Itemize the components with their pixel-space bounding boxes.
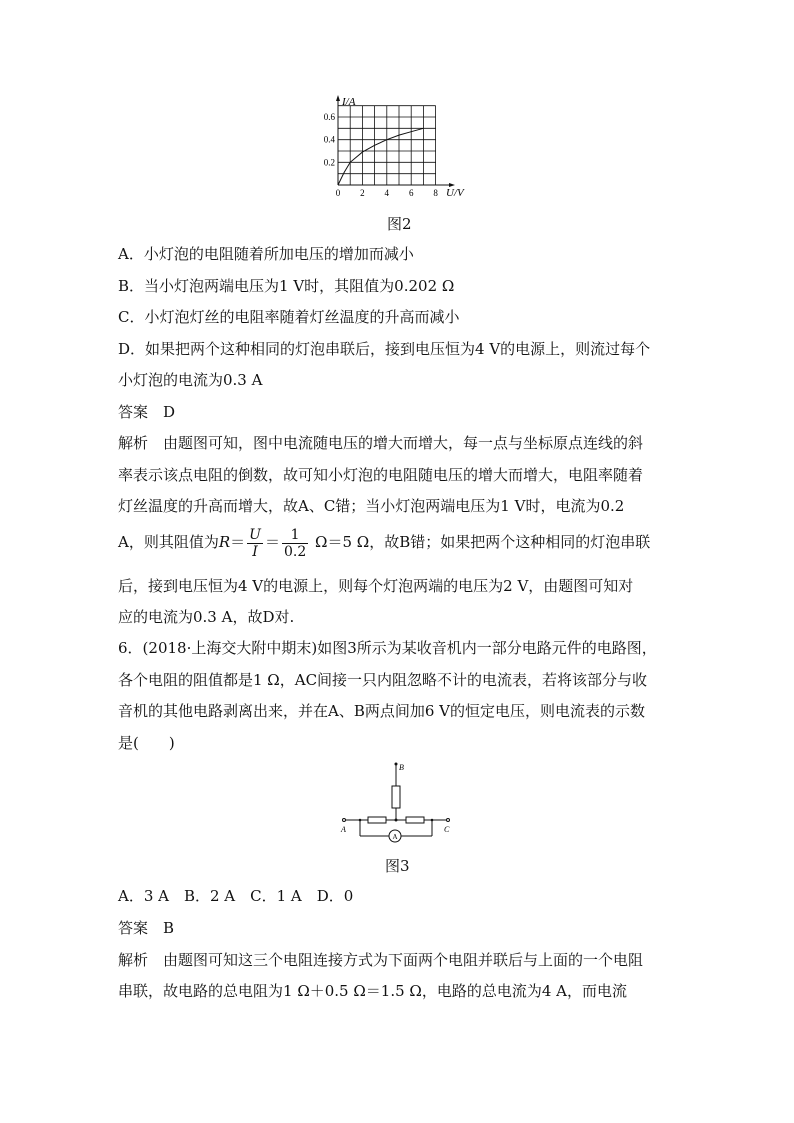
terminal-c [447, 819, 450, 822]
x-tick-label: 2 [360, 188, 365, 198]
formula-eq1: ＝ [230, 533, 246, 551]
fraction-u-over-i [247, 527, 263, 560]
x-tick-label: 6 [408, 188, 414, 198]
fraction-numerator-one: 1 [282, 527, 308, 544]
q6-stem-line2: 各个电阻的阻值都是1 Ω，AC间接一只内阻忽略不计的电流表，若将该部分与收 [118, 671, 648, 689]
q5-explanation-line5: 后，接到电压恒为4 V的电源上，则每个灯泡两端的电压为2 V，由题图可知对 [118, 577, 634, 595]
q5-explanation-line6: 应的电流为0.3 A，故D对. [118, 608, 295, 626]
fraction-denominator-i: I [252, 543, 258, 560]
terminal-a [343, 819, 346, 822]
q5-explanation-line1: 解析 由题图可知，图中电流随电压的增大而增大，每一点与坐标原点连线的斜 [118, 434, 644, 452]
terminal-b-label: B [399, 763, 404, 772]
fraction-numerator-u: U [249, 526, 261, 543]
q5-option-c: C．小灯泡灯丝的电阻率随着灯丝温度的升高而减小 [118, 308, 460, 326]
q5-option-d-line1: D．如果把两个这种相同的灯泡串联后，接到电压恒为4 V的电源上，则流过每个 [118, 340, 651, 358]
iu-curve [338, 128, 423, 185]
ammeter-label: A [392, 833, 398, 841]
resistor-top [392, 786, 400, 808]
q5-option-a: A．小灯泡的电阻随着所加电压的增加而减小 [118, 245, 414, 263]
formula-suffix: Ω＝5 Ω，故B错；如果把两个这种相同的灯泡串联 [310, 533, 651, 551]
figure2-caption: 图2 [387, 215, 412, 233]
q6-stem-line3: 音机的其他电路剥离出来，并在A、B两点间加6 V的恒定电压，则电流表的示数 [118, 702, 646, 720]
q6-explanation-line2: 串联，故电路的总电阻为1 Ω＋0.5 Ω＝1.5 Ω，电路的总电流为4 A，而电流 [118, 982, 628, 1000]
q6-answer: 答案 B [118, 919, 175, 937]
formula-prefix: A，则其阻值为 [118, 533, 219, 551]
terminal-c-label: C [444, 825, 450, 834]
q6-explanation-line1: 解析 由题图可知这三个电阻连接方式为下面两个电阻并联后与上面的一个电阻 [118, 951, 644, 969]
chart-grid [338, 106, 436, 185]
formula-eq2: ＝ [264, 533, 280, 551]
x-tick-label: 0 [335, 188, 341, 198]
q5-answer: 答案 D [118, 403, 176, 421]
q5-option-b: B．当小灯泡两端电压为1 V时，其阻值为0.202 Ω [118, 277, 455, 295]
q6-stem-line4: 是( ) [118, 734, 175, 752]
q5-explanation-line3: 灯丝温度的升高而增大，故A、C错；当小灯泡两端电压为1 V时，电流为0.2 [118, 497, 625, 515]
q6-stem-line1: 6．(2018·上海交大附中期末)如图3所示为某收音机内一部分电路元件的电路图， [118, 639, 657, 657]
iu-chart [318, 92, 478, 204]
figure3-caption: 图3 [385, 857, 410, 875]
resistor-right [406, 817, 424, 823]
x-tick-label: 4 [384, 188, 390, 198]
q5-explanation-line4 [118, 524, 650, 560]
resistor-left [368, 817, 386, 823]
q6-options: A．3 A B．2 A C．1 A D．0 [118, 887, 354, 905]
terminal-a-label: A [341, 825, 346, 834]
y-tick-label: 0.6 [323, 112, 335, 122]
formula-r: R [218, 533, 231, 551]
q5-option-d-line2: 小灯泡的电流为0.3 A [118, 371, 263, 389]
x-tick-label: 8 [433, 188, 438, 198]
fraction-denominator-point-two: 0.2 [283, 543, 307, 560]
circuit-diagram [336, 760, 460, 846]
fraction-one-over-point-two [282, 527, 308, 560]
y-axis-label: I/A [342, 96, 356, 108]
q5-explanation-line2: 率表示该点电阻的倒数，故可知小灯泡的电阻随电压的增大而增大，电阻率随着 [118, 466, 644, 484]
y-axis-arrow [336, 95, 340, 101]
y-tick-label: 0.4 [323, 134, 335, 145]
x-axis-label: U/V [446, 187, 464, 199]
y-tick-label: 0.2 [323, 157, 335, 168]
